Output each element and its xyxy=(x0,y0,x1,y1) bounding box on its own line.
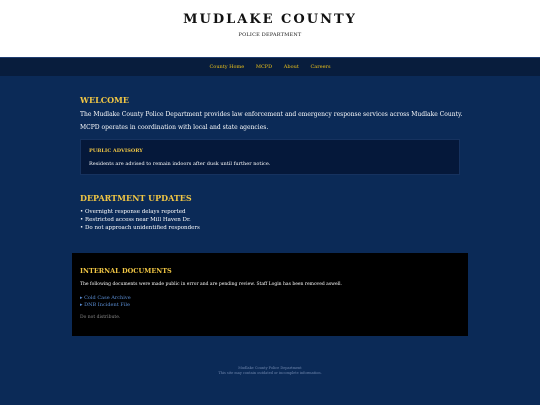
advisory-heading: PUBLIC ADVISORY xyxy=(89,148,143,154)
nav-mcpd[interactable]: MCPD xyxy=(255,64,273,70)
welcome-paragraph-1: The Mudlake County Police Department provides law enforcement and emergency response services across Mudlake County. xyxy=(80,111,463,118)
internal-documents-box xyxy=(72,253,468,336)
nav-about[interactable]: About xyxy=(283,64,299,70)
welcome-paragraph-2: MCPD operates in coordination with local and state agencies. xyxy=(80,124,269,131)
nav-county-home[interactable]: County Home xyxy=(209,64,245,70)
public-advisory-box xyxy=(80,139,460,175)
welcome-heading: WELCOME xyxy=(80,95,129,105)
department-updates-section xyxy=(80,193,380,231)
internal-heading: INTERNAL DOCUMENTS xyxy=(80,267,172,275)
updates-heading: DEPARTMENT UPDATES xyxy=(80,193,192,203)
update-item: • Do not approach unidentified responders xyxy=(80,225,200,231)
cold-case-archive-link[interactable]: ▸ Cold Case Archive xyxy=(80,295,131,301)
advisory-text: Residents are advised to remain indoors after dusk until further notice. xyxy=(89,161,271,167)
footer-line-2: This site may contain outdated or incomplete information. xyxy=(218,371,322,375)
welcome-section xyxy=(80,95,470,131)
document-links xyxy=(80,295,131,309)
dnb-incident-file-link[interactable]: ▸ DNB Incident File xyxy=(80,302,130,308)
update-item: • Overnight response delays reported xyxy=(80,209,186,215)
internal-text: The following documents were made public in error and are pending review. Staff Login has been removed aswell. xyxy=(80,282,342,287)
masthead xyxy=(0,0,540,57)
update-item: • Restricted access near Mill Haven Dr. xyxy=(80,217,191,223)
distribution-note: Do not distribute. xyxy=(80,315,121,320)
footer-line-1: Mudlake County Police Department xyxy=(238,366,302,370)
nav-bar xyxy=(0,57,540,76)
footer xyxy=(0,366,540,376)
site-subtitle: POLICE DEPARTMENT xyxy=(238,32,302,38)
site-title: MUDLAKE COUNTY xyxy=(183,12,357,27)
nav-careers[interactable]: Careers xyxy=(310,64,331,70)
updates-list xyxy=(80,208,200,232)
